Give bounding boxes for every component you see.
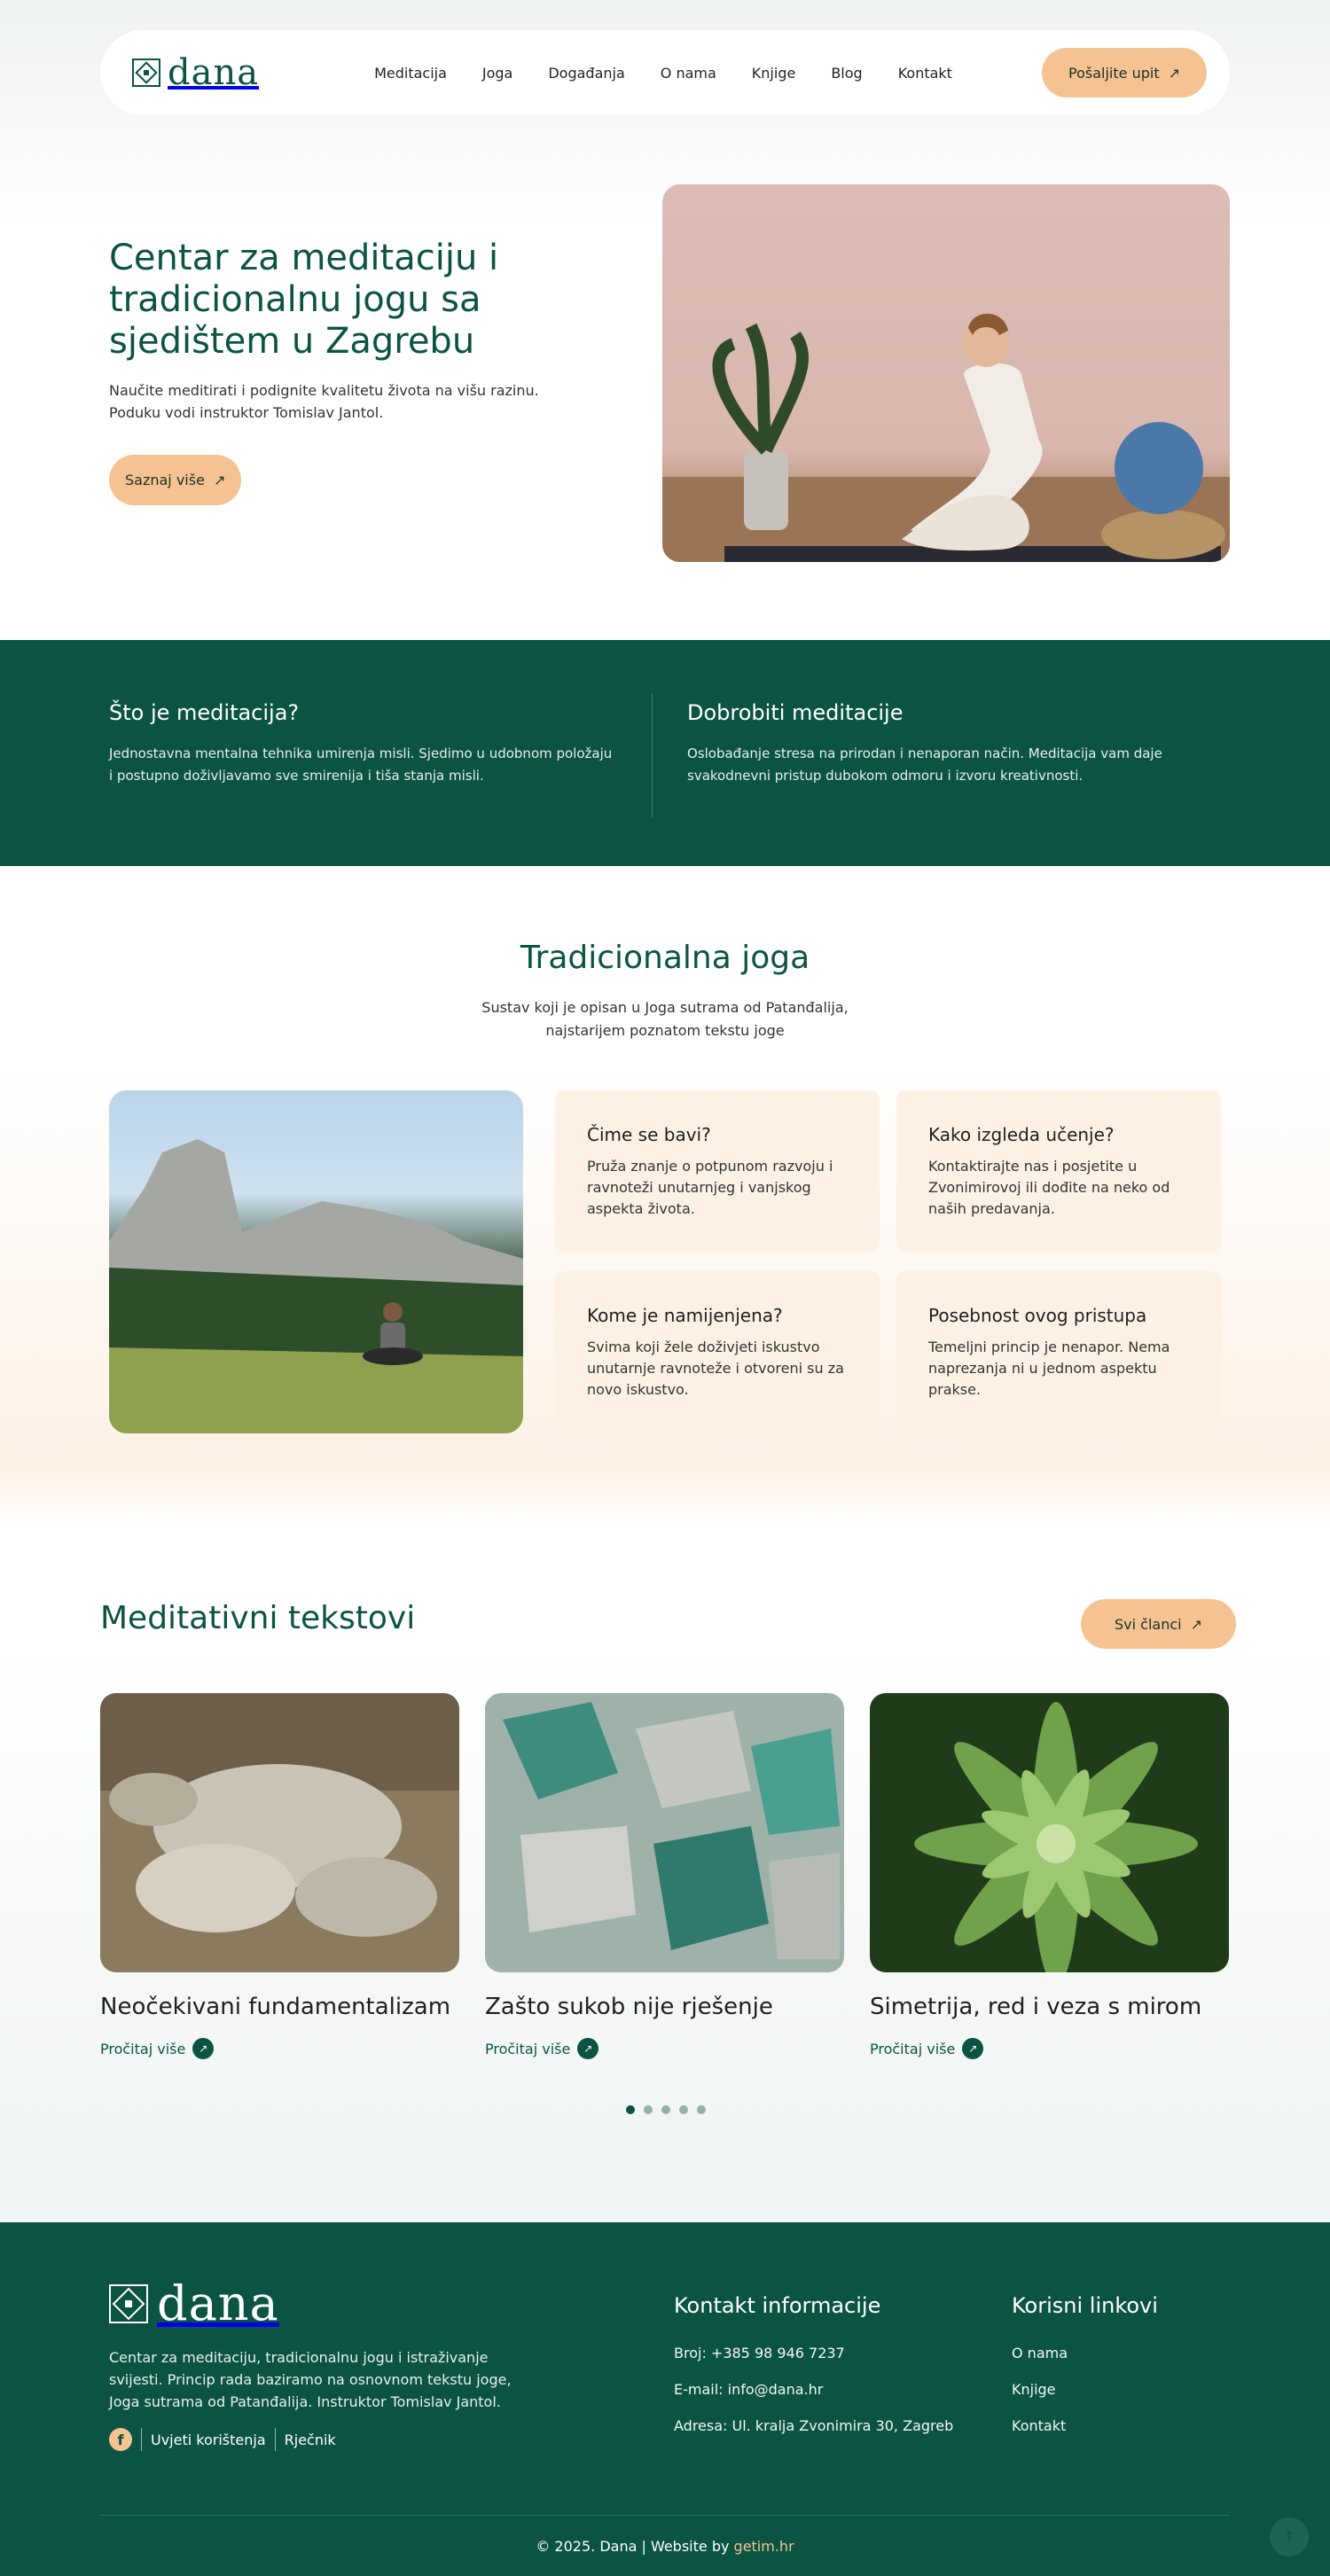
joga-card xyxy=(896,1090,1221,1252)
article-title[interactable]: Neočekivani fundamentalizam xyxy=(100,1994,451,2020)
meditation-benefits-text: Oslobađanje stresa na prirodan i nenaporan način. Meditacija vam daje svakodnevni pristup dubokom odmoru i izvoru kreativnosti. xyxy=(687,745,1162,784)
slider-dot[interactable] xyxy=(697,2105,706,2114)
joga-section-title: Tradicionalna joga xyxy=(520,940,810,976)
nav-item-joga[interactable]: Joga xyxy=(481,64,513,82)
read-more-label: Pročitaj više xyxy=(485,2040,571,2057)
joga-card-text: Kontaktirajte nas i posjetite u Zvonimirovoj ili dođite na neko od naših predavanja. xyxy=(928,1158,1170,1217)
slider-dot[interactable] xyxy=(626,2105,635,2114)
slider-pagination xyxy=(626,2105,706,2114)
nav-item-dogadanja[interactable]: Događanja xyxy=(548,64,625,82)
copyright xyxy=(0,2538,1330,2555)
terms-link[interactable]: Uvjeti korištenja xyxy=(151,2431,266,2448)
what-is-meditation xyxy=(109,700,614,787)
main-nav xyxy=(374,65,952,82)
hero-text: Naučite meditirati i podignite kvalitetu života na višu razinu. Poduku vodi instruktor Tomislav Jantol. xyxy=(109,382,539,421)
band-divider xyxy=(652,693,653,817)
learn-more-label: Saznaj više xyxy=(125,472,205,488)
meditation-info-band xyxy=(0,640,1330,866)
article-title[interactable]: Zašto sukob nije rješenje xyxy=(485,1994,773,2020)
scroll-to-top-button[interactable] xyxy=(1270,2517,1309,2556)
nav-item-blog[interactable]: Blog xyxy=(831,64,863,82)
meditation-benefits-title: Dobrobiti meditacije xyxy=(687,700,904,725)
send-inquiry-button[interactable] xyxy=(1042,48,1207,98)
article-image[interactable] xyxy=(485,1693,844,1972)
logo-mark-icon xyxy=(109,2284,148,2323)
what-is-meditation-title: Što je meditacija? xyxy=(109,700,300,725)
hero-image xyxy=(662,184,1230,562)
contact-email[interactable]: E-mail: info@dana.hr xyxy=(674,2381,824,2398)
joga-card-text: Temeljni princip je nenapor. Nema naprezanja ni u jednom aspektu prakse. xyxy=(928,1339,1170,1398)
footer-useful-title: Korisni linkovi xyxy=(1012,2293,1158,2318)
succulent-illustration xyxy=(870,1693,1229,1972)
joga-card-title: Posebnost ovog pristupa xyxy=(928,1305,1147,1326)
joga-image xyxy=(109,1090,523,1433)
nav-item-kontakt[interactable]: Kontakt xyxy=(897,64,952,82)
slider-dot[interactable] xyxy=(644,2105,653,2114)
slider-dot[interactable] xyxy=(679,2105,688,2114)
learn-more-button[interactable] xyxy=(109,455,241,505)
what-is-meditation-text: Jednostavna mentalna tehnika umirenja misli. Sjedimo u udobnom položaju i postupno doživljavamo sve smirenija i tiša stanja misli. xyxy=(109,745,613,784)
article-card[interactable] xyxy=(870,1693,1229,2059)
joga-card-title: Kako izgleda učenje? xyxy=(928,1124,1115,1145)
read-more-link[interactable] xyxy=(100,2038,214,2059)
footer-useful-links xyxy=(1012,2293,1158,2454)
nav-item-meditacija[interactable]: Meditacija xyxy=(374,64,447,82)
joga-card-text: Pruža znanje o potpunom razvoju i ravnoteži unutarnjeg i vanjskog aspekta života. xyxy=(587,1158,833,1217)
joga-card xyxy=(555,1090,880,1252)
joga-card-title: Čime se bavi? xyxy=(587,1124,711,1145)
footer-contact xyxy=(674,2293,953,2454)
read-more-label: Pročitaj više xyxy=(870,2040,956,2057)
arrow-up-right-icon: ↗ xyxy=(1190,1615,1202,1633)
footer-about: Centar za meditaciju, tradicionalnu jogu i istraživanje svijesti. Princip rada baziramo na osnovnom tekstu joge, Joga sutrama od Patanđalija. Instruktor Tomislav Jantol. xyxy=(109,2349,512,2410)
footer-inline-links xyxy=(109,2428,336,2451)
article-title[interactable]: Simetrija, red i veza s mirom xyxy=(870,1994,1202,2020)
glossary-link[interactable]: Rječnik xyxy=(284,2431,336,2448)
article-image[interactable] xyxy=(870,1693,1229,1972)
footer-link-knjige[interactable]: Knjige xyxy=(1012,2381,1056,2398)
logo-text: dana xyxy=(168,52,260,93)
footer-link-kontakt[interactable]: Kontakt xyxy=(1012,2417,1067,2434)
joga-card-title: Kome je namijenjena? xyxy=(587,1305,783,1326)
send-inquiry-label: Pošaljite upit xyxy=(1068,64,1160,82)
footer-contact-title: Kontakt informacije xyxy=(674,2293,881,2318)
arrow-up-icon: ↑ xyxy=(1282,2527,1296,2547)
arrow-up-right-icon: ↗ xyxy=(192,2038,214,2059)
man-meditating-mountains-illustration xyxy=(109,1090,523,1433)
credit-link[interactable]: getim.hr xyxy=(733,2538,794,2555)
footer-link-o-nama[interactable]: O nama xyxy=(1012,2345,1068,2361)
joga-card-text: Svima koji žele doživjeti iskustvo unutarnje ravnoteže i otvoreni su za novo iskustvo. xyxy=(587,1339,844,1398)
copyright-text: © 2025. Dana | Website by xyxy=(536,2538,734,2555)
broken-glass-illustration xyxy=(485,1693,844,1972)
joga-card xyxy=(896,1271,1221,1432)
meditation-benefits xyxy=(687,700,1193,787)
contact-phone[interactable]: Broj: +385 98 946 7237 xyxy=(674,2345,845,2361)
read-more-link[interactable] xyxy=(485,2038,598,2059)
joga-card xyxy=(555,1271,880,1432)
texts-section-title: Meditativni tekstovi xyxy=(100,1600,416,1636)
article-card[interactable] xyxy=(100,1693,459,2059)
article-card[interactable] xyxy=(485,1693,844,2059)
nav-item-knjige[interactable]: Knjige xyxy=(751,64,796,82)
read-more-label: Pročitaj više xyxy=(100,2040,186,2057)
all-articles-label: Svi članci xyxy=(1115,1615,1182,1633)
arrow-up-right-icon: ↗ xyxy=(213,472,226,488)
logo-mark-icon xyxy=(132,59,160,87)
contact-address: Adresa: Ul. kralja Zvonimira 30, Zagreb xyxy=(674,2417,954,2434)
rocks-illustration xyxy=(100,1693,459,1972)
footer-logo-text: dana xyxy=(157,2275,279,2331)
arrow-up-right-icon: ↗ xyxy=(577,2038,598,2059)
site-footer xyxy=(0,2222,1330,2576)
nav-item-o-nama[interactable]: O nama xyxy=(660,64,716,82)
article-image[interactable] xyxy=(100,1693,459,1972)
footer-logo[interactable] xyxy=(109,2275,279,2331)
logo[interactable] xyxy=(132,52,260,93)
joga-section-subtitle: Sustav koji je opisan u Joga sutrama od Patanđalija, najstarijem poznatom tekstu joge xyxy=(481,999,849,1039)
arrow-up-right-icon: ↗ xyxy=(962,2038,983,2059)
arrow-up-right-icon: ↗ xyxy=(1168,64,1180,82)
divider xyxy=(275,2428,276,2451)
hero-title: Centar za meditaciju i tradicionalnu jogu sa sjedištem u Zagrebu xyxy=(109,238,499,362)
divider xyxy=(141,2428,142,2451)
facebook-icon[interactable]: f xyxy=(109,2428,132,2451)
all-articles-button[interactable] xyxy=(1081,1599,1236,1649)
site-header xyxy=(100,30,1230,115)
footer-divider xyxy=(100,2515,1230,2516)
read-more-link[interactable] xyxy=(870,2038,983,2059)
slider-dot[interactable] xyxy=(661,2105,670,2114)
woman-kneeling-meditation-illustration xyxy=(662,184,1230,562)
